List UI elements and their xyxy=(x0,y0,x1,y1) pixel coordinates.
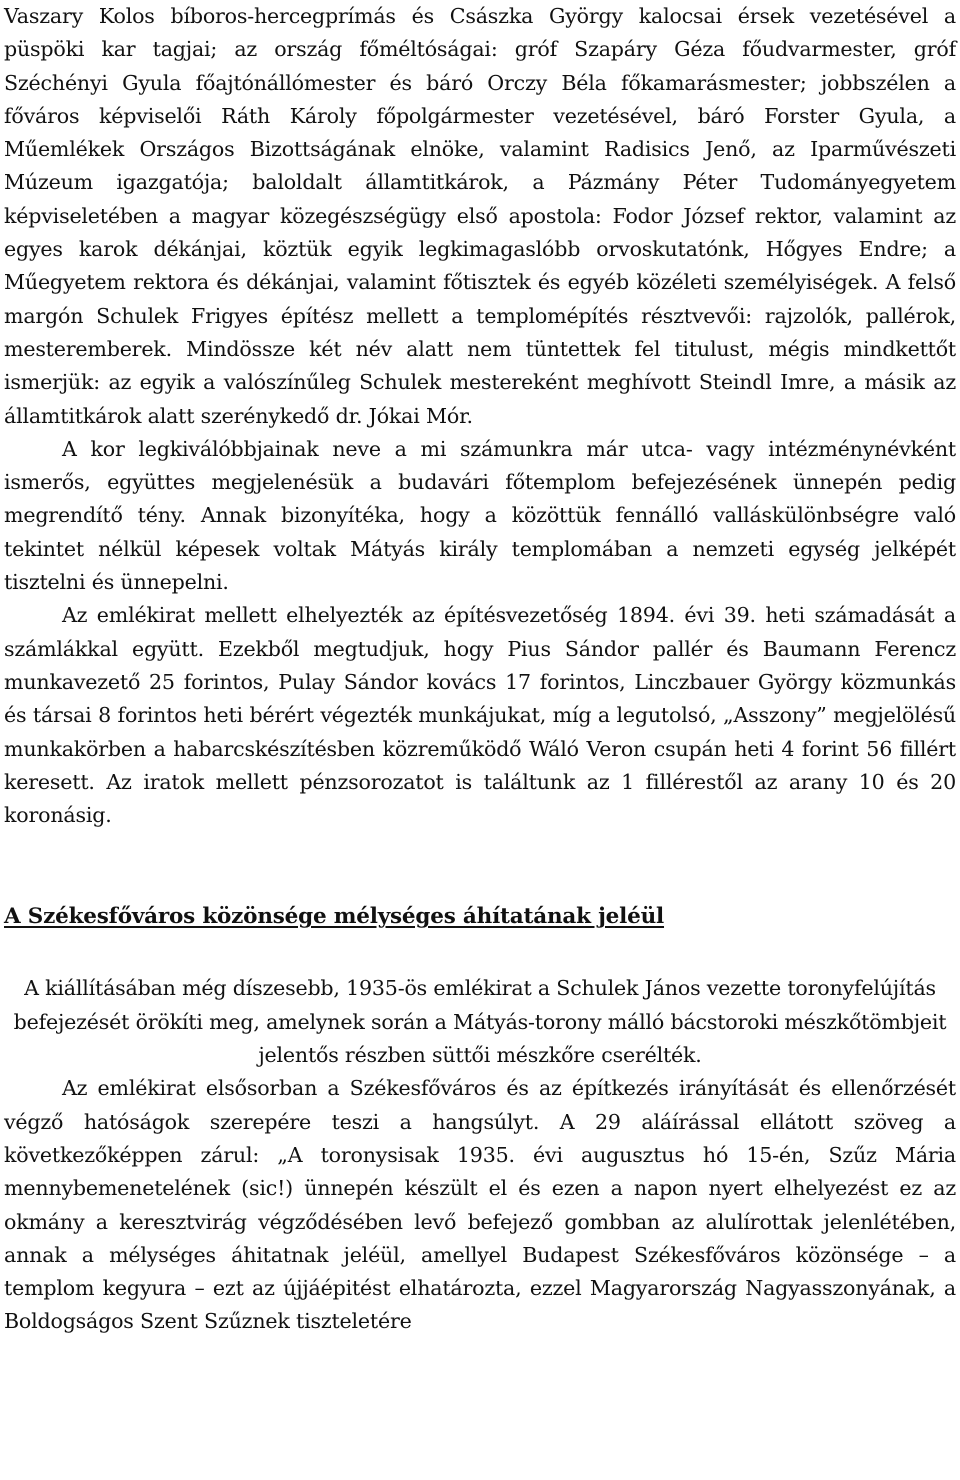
paragraph: A kiállításában még díszesebb, 1935-ös emlékirat a Schulek János vezette toronyfelújítás befejezését örökíti meg, amelynek során a Mátyás-torony málló bácstoroki mészkőtömbjeit jelentős részben süttői mészkőre cserélték. xyxy=(13,976,947,1068)
section-two xyxy=(4,972,956,1338)
section-one xyxy=(4,0,956,832)
section-heading: A Székesfőváros közönsége mélységes áhítatának jeléül xyxy=(4,904,665,930)
paragraph: Vaszary Kolos bíboros-hercegprímás és Császka György kalocsai érsek vezetésével a püspöki kar tagjai; az ország főméltóságai: gróf Szapáry Géza főudvarmester, gróf Széchényi Gyula főajtónállómester és báró Orczy Béla főkamarásmester; jobbszélen a főváros képviselői Ráth Károly főpolgármester vezetésével, báró Forster Gyula, a Műemlékek Országos Bizottságának elnöke, valamint Radisics Jenő, az Iparművészeti Múzeum igazgatója; baloldalt államtitkárok, a Pázmány Péter Tudományegyetem képviseletében a magyar közegészségügy első apostola: Fodor József rektor, valamint az egyes karok dékánjai, köztük egyik legkimagaslóbb orvoskutatónk, Hőgyes Endre; a Műegyetem rektora és dékánjai, valamint főtisztek és egyéb közéleti személyiségek. A felső margón Schulek Frigyes építész mellett a templomépítés résztvevői: rajzolók, pallérok, mesteremberek. Mindössze két név alatt nem tüntettek fel titulust, mégis mindkettőt ismerjük: az egyik a valószínűleg Schulek mestereként meghívott Steindl Imre, a másik az államtitkárok alatt szerénykedő dr. Jókai Mór. xyxy=(4,4,956,428)
paragraph: Az emlékirat mellett elhelyezték az építésvezetőség 1894. évi 39. heti számadását a számlákkal együtt. Ezekből megtudjuk, hogy Pius Sándor pallér és Baumann Ferencz munkavezető 25 forintos, Pulay Sándor kovács 17 forintos, Linczbauer György közmunkás és társai 8 forintos heti bérért végezték munkájukat, míg a legutolsó, „Asszony” megjelölésű munkakörben a habarcskészítésben közreműködő Wáló Veron csupán heti 4 forint 56 fillért keresett. Az iratok mellett pénzsorozatot is találtunk az 1 fillérestől az arany 10 és 20 koronásig. xyxy=(4,603,956,828)
paragraph: Az emlékirat elsősorban a Székesfőváros és az építkezés irányítását és ellenőrzését végző hatóságok szerepére teszi a hangsúlyt. A 29 aláírással ellátott szöveg a következőképpen zárul: „A toronysisak 1935. évi augusztus hó 15-én, Szűz Mária mennybemenetelének (sic!) ünnepén készült el és ezen a napon nyert elhelyezést ez az okmány a keresztvirág végződésében levő befejező gombban az alulírottak jelenlétében, annak a mélységes áhitatnak jeléül, amellyel Budapest Székesfőváros közönsége – a templom kegyura – ezt az újjáépitést elhatározta, ezzel Magyarország Nagyasszonyának, a Boldogságos Szent Szűznek tiszteletére xyxy=(4,1076,956,1334)
paragraph: A kor legkiválóbbjainak neve a mi számunkra már utca- vagy intézménynévként ismerős, együttes megjelenésük a budavári főtemplom befejezésének ünnepén pedig megrendítő tény. Annak bizonyítéka, hogy a közöttük fennálló valláskülönbségre való tekintet nélkül képesek voltak Mátyás király templomában a nemzeti egység jelképét tisztelni és ünnepelni. xyxy=(4,436,956,595)
